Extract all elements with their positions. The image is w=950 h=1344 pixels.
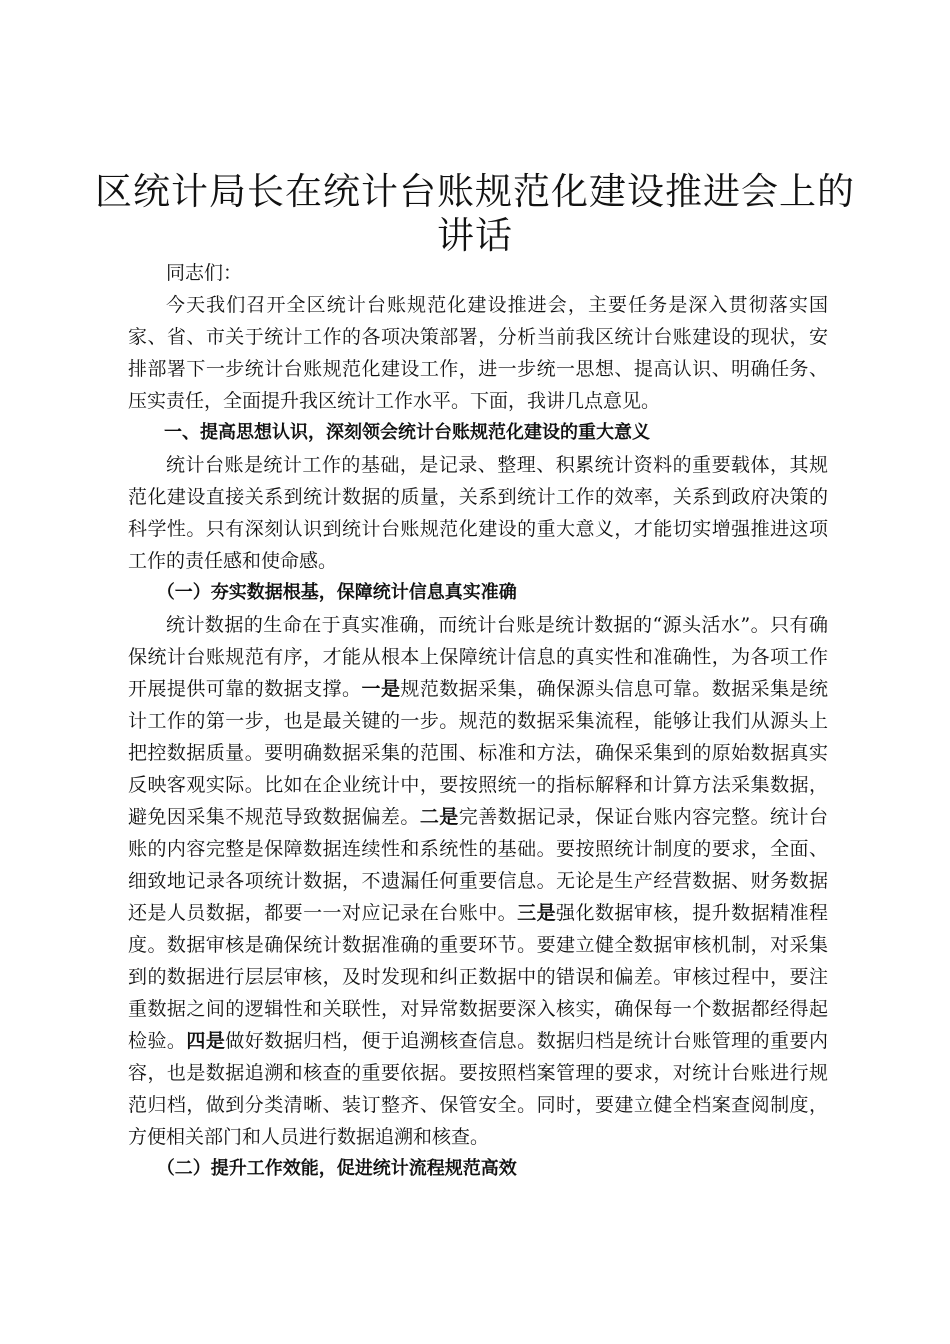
point-2-lead: 二是	[419, 806, 459, 828]
point-4-text: 做好数据归档，便于追溯核查信息。数据归档是统计台账管理的重要内容，也是数据追溯和核查的重要依据。要按照档案管理的要求，对统计台账进行规范归档，做到分类清晰、装订整齐、保管安全。同时，要建立健全档案查阅制度，方便相关部门和人员进行数据追溯和核查。	[128, 1030, 828, 1148]
greeting: 同志们：	[166, 262, 243, 284]
point-1-text: 规范数据采集，确保源头信息可靠。数据采集是统计工作的第一步，也是最关键的一步。规范的数据采集流程，能够让我们从源头上把控数据质量。要明确数据采集的范围、标准和方法，确保采集到的原始数据真实反映客观实际。比如在企业统计中，要按照统一的指标解释和计算方法采集数据，避免因采集不规范导致数据偏差。	[128, 678, 828, 828]
point-4-lead: 四是	[186, 1030, 226, 1052]
subsection-1-opening: 统计数据的生命在于真实准确，而统计台账是统计数据的“源头活水”。只有确保统计台账规范有序，才能从根本上保障统计信息的真实性和准确性，为各项工作开展提供可靠的数据支撑。	[128, 614, 828, 700]
section-1-paragraph: 统计台账是统计工作的基础，是记录、整理、积累统计资料的重要载体，其规范化建设直接关系到统计数据的质量，关系到统计工作的效率，关系到政府决策的科学性。只有深刻认识到统计台账规范化建设的重大意义，才能切实增强推进这项工作的责任感和使命感。	[128, 454, 828, 572]
point-2-text: 完善数据记录，保证台账内容完整。统计台账的内容完整是保障数据连续性和系统性的基础。要按照统计制度的要求，全面、细致地记录各项统计数据，不遗漏任何重要信息。无论是生产经营数据、财务数据还是人员数据，都要一一对应记录在台账中。	[128, 806, 828, 924]
title-line-1: 区统计局长在统计台账规范化建设推进会上的	[95, 170, 855, 213]
section-1-heading: 一、提高思想认识，深刻领会统计台账规范化建设的重大意义	[164, 422, 650, 443]
subsection-1-heading: （一）夯实数据根基，保障统计信息真实准确	[156, 582, 517, 603]
document-title	[95, 170, 855, 258]
subsection-1-paragraph	[128, 609, 828, 1153]
intro-paragraph: 今天我们召开全区统计台账规范化建设推进会，主要任务是深入贯彻落实国家、省、市关于统计工作的各项决策部署，分析当前我区统计台账建设的现状，安排部署下一步统计台账规范化建设工作，进一步统一思想、提高认识、明确任务、压实责任，全面提升我区统计工作水平。下面，我讲几点意见。	[128, 294, 828, 412]
point-3-lead: 三是	[517, 902, 557, 924]
title-line-2: 讲话	[437, 214, 513, 257]
point-3-text: 强化数据审核，提升数据精准程度。数据审核是确保统计数据准确的重要环节。要建立健全数据审核机制，对采集到的数据进行层层审核，及时发现和纠正数据中的错误和偏差。审核过程中，要注重数据之间的逻辑性和关联性，对异常数据要深入核实，确保每一个数据都经得起检验。	[128, 902, 828, 1052]
document-body	[128, 257, 828, 1185]
point-1-lead: 一是	[361, 678, 401, 700]
subsection-2-heading: （二）提升工作效能，促进统计流程规范高效	[156, 1158, 517, 1179]
